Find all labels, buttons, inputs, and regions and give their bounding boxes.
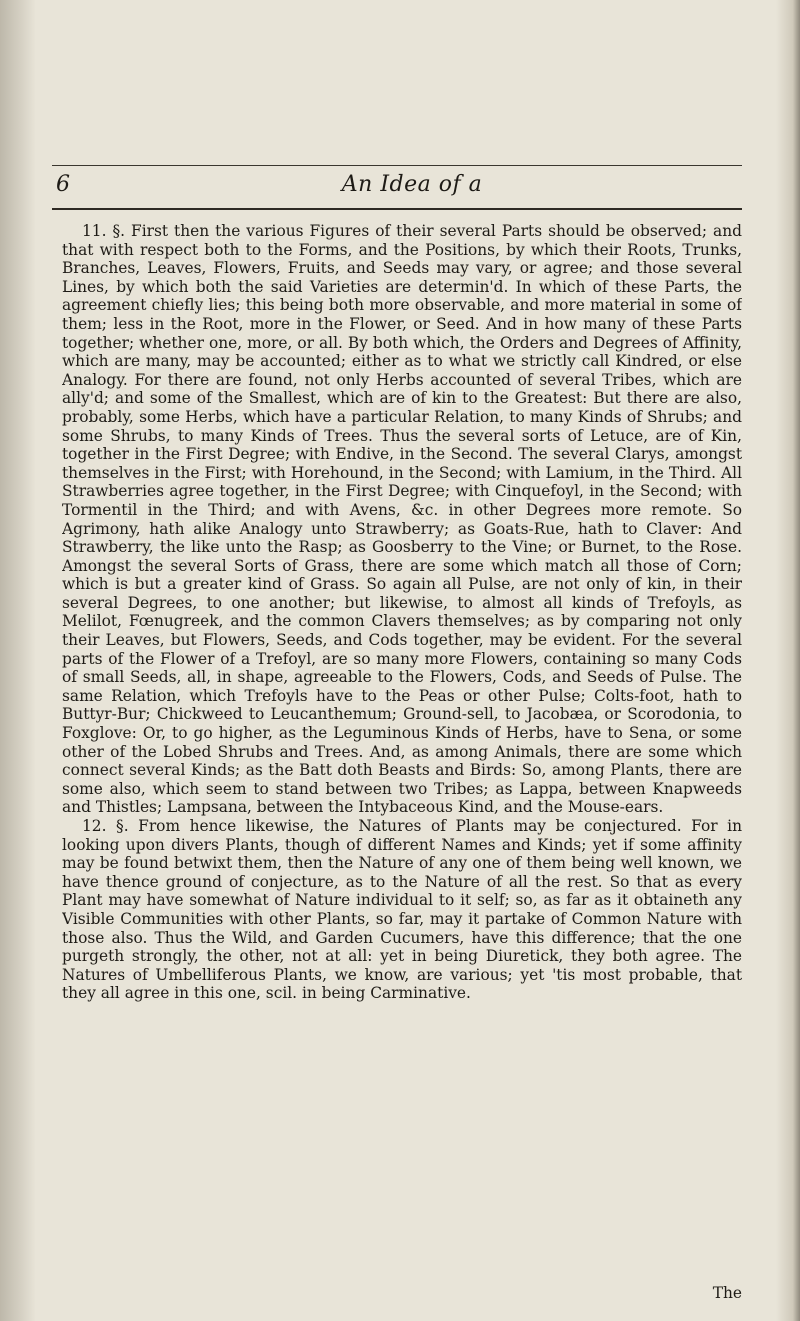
running-header <box>52 170 742 210</box>
page-number: 6 <box>56 172 70 197</box>
paragraph-11: 11. §. First then the various Figures of their several Parts should be observed; and that with respect both to the Forms, and the Positions, by which their Roots, Trunks, Branches, Leaves, Flowers, Fruits, and Seeds may vary, or agree; and those several Lines, by which both the said Varieties are determin'd. In which of these Parts, the agreement chiefly lies; this being both more observable, and more material in some of them; less in the Root, more in the Flower, or Seed. And in how many of these Parts together; whether one, more, or all. By both which, the Orders and Degrees of Affinity, which are many, may be accounted; either as to what we strictly call Kindred, or else Analogy. For there are found, not only Herbs accounted of several Tribes, which are ally'd; and some of the Smallest, which are of kin to the Greatest: But there are also, probably, some Herbs, which have a particular Relation, to many Kinds of Shrubs; and some Shrubs, to many Kinds of Trees. Thus the several sorts of Letuce, are of Kin, together in the First Degree; with Endive, in the Second. The several Clarys, amongst themselves in the First; with Horehound, in the Second; with Lamium, in the Third. All Strawberries agree together, in the First Degree; with Cinquefoyl, in the Second; with Tormentil in the Third; and with Avens, &c. in other Degrees more remote. So Agrimony, hath alike Analogy unto Strawberry; as Goats-Rue, hath to Claver: And Strawberry, the like unto the Rasp; as Goosberry to the Vine; or Burnet, to the Rose. Amongst the several Sorts of Grass, there are some which match all those of Corn; which is but a greater kind of Grass. So again all Pulse, are not only of kin, in their several Degrees, to one another; but likewise, to almost all kinds of Trefoyls, as Melilot, Fœnugreek, and the common Clavers themselves; as by comparing not only their Leaves, but Flowers, Seeds, and Cods together, may be evident. For the several parts of the Flower of a Trefoyl, are so many more Flowers, containing so many Cods of small Seeds, all, in shape, agreeable to the Flowers, Cods, and Seeds of Pulse. The same Relation, which Trefoyls have to the Peas or other Pulse; Colts-foot, hath to Buttyr-Bur; Chickweed to Leucanthemum; Ground-sell, to Jacobæa, or Scorodonia, to Foxglove: Or, to go higher, as the Leguminous Kinds of Herbs, have to Sena, or some other of the Lobed Shrubs and Trees. And, as among Animals, there are some which connect several Kinds; as the Batt doth Beasts and Birds: So, among Plants, there are some also, which seem to stand between two Tribes; as Lappa, between Knapweeds and Thistles; Lampsana, between the Intybaceous Kind, and the Mouse-ears. <box>62 222 742 817</box>
catchword: The <box>712 1284 742 1302</box>
paragraph-12: 12. §. From hence likewise, the Natures of Plants may be conjectured. For in looking upon divers Plants, though of different Names and Kinds; yet if some affinity may be found betwixt them, then the Nature of any one of them being well known, we have thence ground of conjecture, as to the Nature of all the rest. So that as every Plant may have somewhat of Nature individual to it self; so, as far as it obtaineth any Visible Communities with other Plants, so far, may it partake of Common Nature with those also. Thus the Wild, and Garden Cucumers, have this difference; that the one purgeth strongly, the other, not at all: yet in being Diuretick, they both agree. The Natures of Umbelliferous Plants, we know, are various; yet 'tis most probable, that they all agree in this one, scil. in being Carminative. <box>62 817 742 1003</box>
running-title: An Idea of a <box>341 172 483 197</box>
header-rule <box>52 208 742 210</box>
header-rule-thin <box>52 165 742 166</box>
page-edge <box>776 0 800 1321</box>
body-text <box>62 222 742 1317</box>
binding-gutter <box>0 0 36 1321</box>
